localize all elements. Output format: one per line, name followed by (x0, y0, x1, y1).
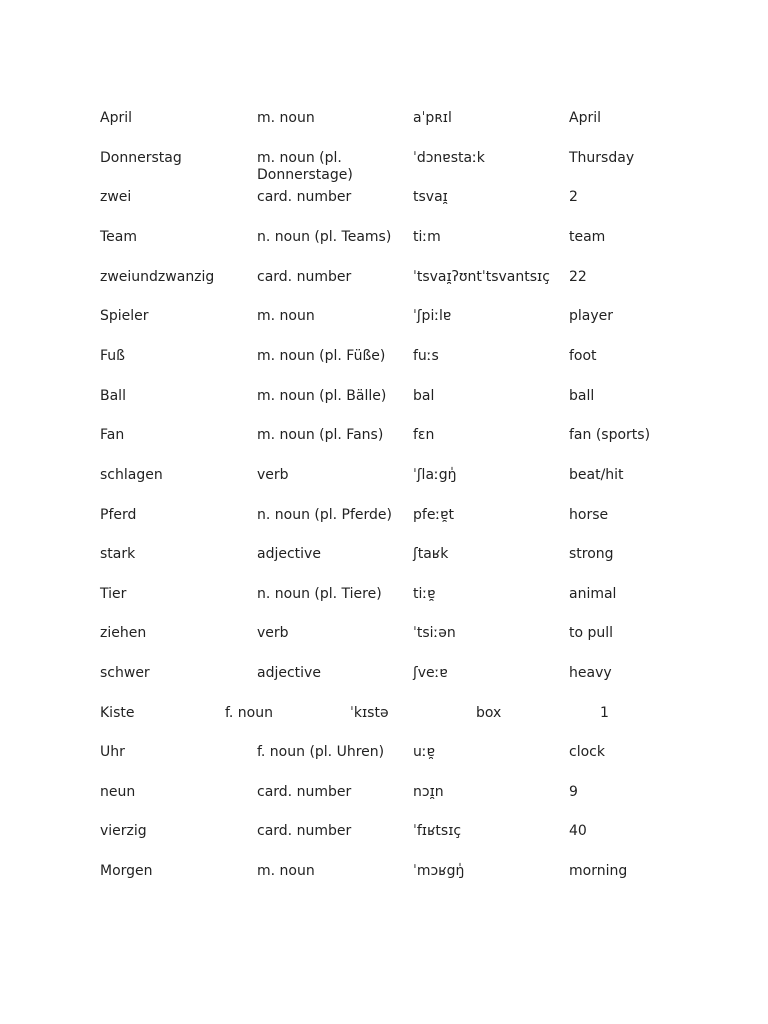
english-translation: to pull (569, 625, 614, 641)
english-translation: 2 (569, 189, 578, 205)
word-type: m. noun (pl. Donnerstage) (257, 150, 353, 183)
english-translation: 9 (569, 784, 578, 800)
pronunciation: ˈtsiːən (413, 625, 456, 641)
word-type: m. noun (257, 308, 315, 324)
german-word: neun (100, 784, 136, 800)
german-word: zwei (100, 189, 132, 205)
pronunciation: ˈʃlaːgŋ̍ (413, 467, 457, 483)
german-word: Morgen (100, 863, 153, 879)
english-translation: morning (569, 863, 628, 879)
vocab-row (0, 189, 768, 225)
vocab-row (0, 348, 768, 384)
english-translation: animal (569, 586, 617, 602)
word-type: verb (257, 467, 289, 483)
english-translation: team (569, 229, 606, 245)
pronunciation: tiːɐ̯ (413, 586, 436, 602)
vocab-row (0, 229, 768, 265)
vocab-row (0, 665, 768, 701)
german-word: Pferd (100, 507, 137, 523)
german-word: Uhr (100, 744, 125, 760)
pronunciation: fuːs (413, 348, 439, 364)
german-word: ziehen (100, 625, 147, 641)
vocab-row (0, 705, 768, 741)
vocab-row (0, 784, 768, 820)
word-type: n. noun (pl. Teams) (257, 229, 392, 245)
word-type: f. noun (pl. Uhren) (257, 744, 385, 760)
word-type: adjective (257, 546, 321, 562)
english-translation: 22 (569, 269, 587, 285)
vocab-row (0, 110, 768, 146)
english-translation: horse (569, 507, 609, 523)
word-type: m. noun (pl. Bälle) (257, 388, 387, 404)
german-word: April (100, 110, 132, 126)
word-type: n. noun (pl. Tiere) (257, 586, 382, 602)
pronunciation: ˈfɪʁtsɪç (413, 823, 462, 839)
word-type: m. noun (pl. Fans) (257, 427, 384, 443)
pronunciation: fɛn (413, 427, 435, 443)
vocab-row (0, 308, 768, 344)
german-word: Fuß (100, 348, 125, 364)
word-type: m. noun (pl. Füße) (257, 348, 386, 364)
german-word: schwer (100, 665, 150, 681)
german-word: Fan (100, 427, 125, 443)
vocab-row (0, 823, 768, 859)
word-type: card. number (257, 823, 352, 839)
english-translation: clock (569, 744, 605, 760)
english-translation: beat/hit (569, 467, 624, 483)
vocab-row (0, 625, 768, 661)
vocab-row (0, 150, 768, 186)
vocab-row (0, 388, 768, 424)
german-word: Ball (100, 388, 126, 404)
pronunciation: aˈpʀɪl (413, 110, 452, 126)
word-type: verb (257, 625, 289, 641)
english-translation: box (476, 705, 502, 721)
english-translation: heavy (569, 665, 612, 681)
word-type: f. noun (225, 705, 273, 721)
pronunciation: ˈʃpiːlɐ (413, 308, 452, 324)
vocab-row (0, 427, 768, 463)
pronunciation: tsvaɪ̯ (413, 189, 448, 205)
vocab-row (0, 467, 768, 503)
pronunciation: ʃveːɐ (413, 665, 448, 681)
vocab-row (0, 269, 768, 305)
german-word: Team (100, 229, 138, 245)
pronunciation: bal (413, 388, 435, 404)
word-type: n. noun (pl. Pferde) (257, 507, 393, 523)
word-type: m. noun (257, 863, 315, 879)
english-translation: 40 (569, 823, 587, 839)
word-type: adjective (257, 665, 321, 681)
pronunciation: ˈtsvaɪ̯ʔʊntˈtsvantsɪç (413, 269, 550, 285)
german-word: vierzig (100, 823, 147, 839)
german-word: Kiste (100, 705, 135, 721)
english-translation: player (569, 308, 614, 324)
extra-number: 1 (600, 705, 609, 721)
vocab-row (0, 744, 768, 780)
word-type: card. number (257, 784, 352, 800)
pronunciation: pfeːɐ̯t (413, 507, 455, 523)
english-translation: fan (sports) (569, 427, 651, 443)
word-type: m. noun (257, 110, 315, 126)
german-word: Spieler (100, 308, 149, 324)
pronunciation: uːɐ̯ (413, 744, 435, 760)
german-word: Donnerstag (100, 150, 182, 166)
pronunciation: ʃtaʁk (413, 546, 449, 562)
vocab-row (0, 863, 768, 899)
german-word: zweiundzwanzig (100, 269, 215, 285)
pronunciation: nɔɪ̯n (413, 784, 444, 800)
vocab-row (0, 586, 768, 622)
pronunciation: ˈdɔnɐstaːk (413, 150, 485, 166)
english-translation: Thursday (569, 150, 635, 166)
word-type: card. number (257, 189, 352, 205)
vocab-row (0, 507, 768, 543)
german-word: schlagen (100, 467, 163, 483)
english-translation: April (569, 110, 601, 126)
pronunciation: ˈmɔʁgŋ̍ (413, 863, 465, 879)
vocab-row (0, 546, 768, 582)
english-translation: ball (569, 388, 595, 404)
pronunciation: ˈkɪstə (350, 705, 389, 721)
pronunciation: tiːm (413, 229, 441, 245)
english-translation: foot (569, 348, 597, 364)
german-word: stark (100, 546, 136, 562)
german-word: Tier (100, 586, 127, 602)
english-translation: strong (569, 546, 614, 562)
word-type: card. number (257, 269, 352, 285)
